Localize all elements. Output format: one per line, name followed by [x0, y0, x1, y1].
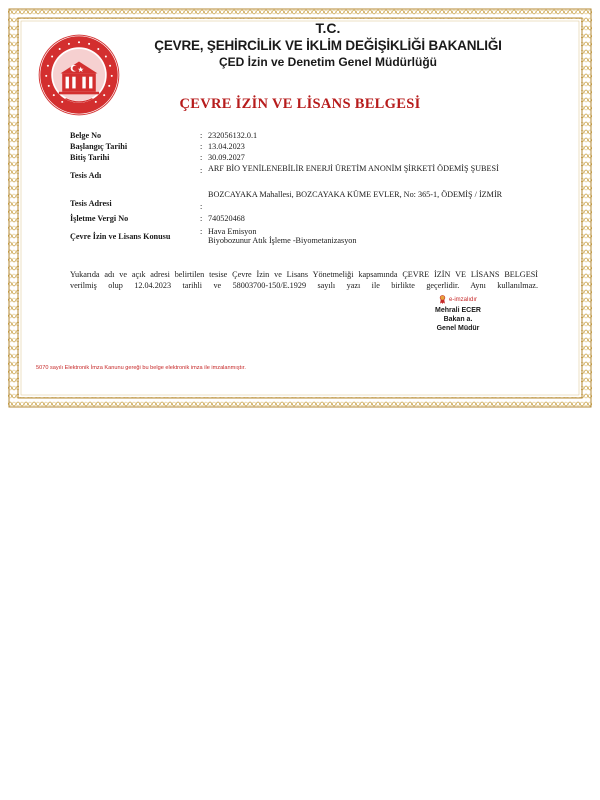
department-name: ÇED İzin ve Denetim Genel Müdürlüğü: [218, 55, 438, 69]
signature-block: [408, 295, 508, 333]
field-label: Belge No: [70, 131, 102, 140]
signer-title: Genel Müdür: [436, 325, 480, 332]
footer-note: 5070 sayılı Elektronik İmza Kanunu gereği bu belge elektronik imza ile imzalanmıştır.: [36, 365, 246, 371]
signer-role: Bakan a.: [443, 316, 473, 323]
field-label: İşletme Vergi No: [70, 214, 129, 223]
field-label: Tesis Adresi: [70, 199, 112, 208]
field-value: 30.09.2027: [208, 153, 245, 162]
ribbon-icon: [439, 295, 446, 304]
field-bitis: Bitiş Tarihi : 30.09.2027: [70, 153, 540, 164]
field-tesis-adresi: Tesis Adresi : BOZCAYAKA Mahallesi, BOZCAYAKA KÜME EVLER, No: 365-1, ÖDEMİŞ / İZMİR: [70, 190, 540, 212]
header-tc: T.C.: [315, 20, 341, 36]
field-value: Hava Emisyon: [208, 227, 257, 236]
field-label: Başlangıç Tarihi: [70, 142, 128, 151]
field-vergi-no: İşletme Vergi No : 740520468: [70, 212, 540, 227]
document-title: ÇEVRE İZİN VE LİSANS BELGESİ: [179, 96, 421, 112]
paragraph-line-1: Yukarıda adı ve açık adresi belirtilen tesise Çevre İzin ve Lisans Yönetmeliği kapsamında ÇEVRE İZİN VE LİSANS BELGESİ: [70, 270, 538, 279]
body-paragraph: [70, 270, 538, 291]
certificate: [8, 8, 592, 408]
field-tesis-adi: Tesis Adı : ARF BİO YENİLENEBİLİR ENERJİ ÜRETİM ANONİM ŞİRKETİ ÖDEMİŞ ŞUBESİ: [70, 164, 540, 190]
field-value: ARF BİO YENİLENEBİLİR ENERJİ ÜRETİM ANONİM ŞİRKETİ ÖDEMİŞ ŞUBESİ: [208, 164, 499, 173]
field-value: 13.04.2023: [208, 142, 245, 151]
field-value: BOZCAYAKA Mahallesi, BOZCAYAKA KÜME EVLER, No: 365-1, ÖDEMİŞ / İZMİR: [208, 190, 503, 199]
field-value: Biyobozunur Atık İşleme -Biyometanizasyon: [208, 236, 357, 245]
paragraph-line-2: verilmiş olup 12.04.2023 tarihli ve 58003700-150/E.1929 sayılı yazı ile birlikte geçerlidir. Aynı kullanılmaz.: [70, 280, 538, 290]
field-value: 740520468: [208, 214, 245, 223]
field-value: 232056132.0.1: [208, 131, 258, 140]
e-signature-badge: [408, 295, 508, 304]
fields-table: [70, 131, 540, 249]
field-label: Çevre İzin ve Lisans Konusu: [70, 232, 171, 241]
field-baslangic: Başlangıç Tarihi : 13.04.2023: [70, 142, 540, 153]
e-signature-label: e-imzalıdır: [448, 296, 477, 303]
signer-name: Mehrali ECER: [435, 307, 481, 314]
field-label: Bitiş Tarihi: [70, 153, 110, 162]
field-label: Tesis Adı: [70, 171, 102, 180]
field-belge-no: Belge No : 232056132.0.1: [70, 131, 540, 142]
ministry-name: ÇEVRE, ŞEHİRCİLİK VE İKLİM DEĞİŞİKLİĞİ BAKANLIĞI: [154, 38, 502, 53]
field-konu: Çevre İzin ve Lisans Konusu : Hava Emisyon Biyobozunur Atık İşleme -Biyometanizasyon: [70, 227, 540, 249]
header: [128, 20, 528, 70]
